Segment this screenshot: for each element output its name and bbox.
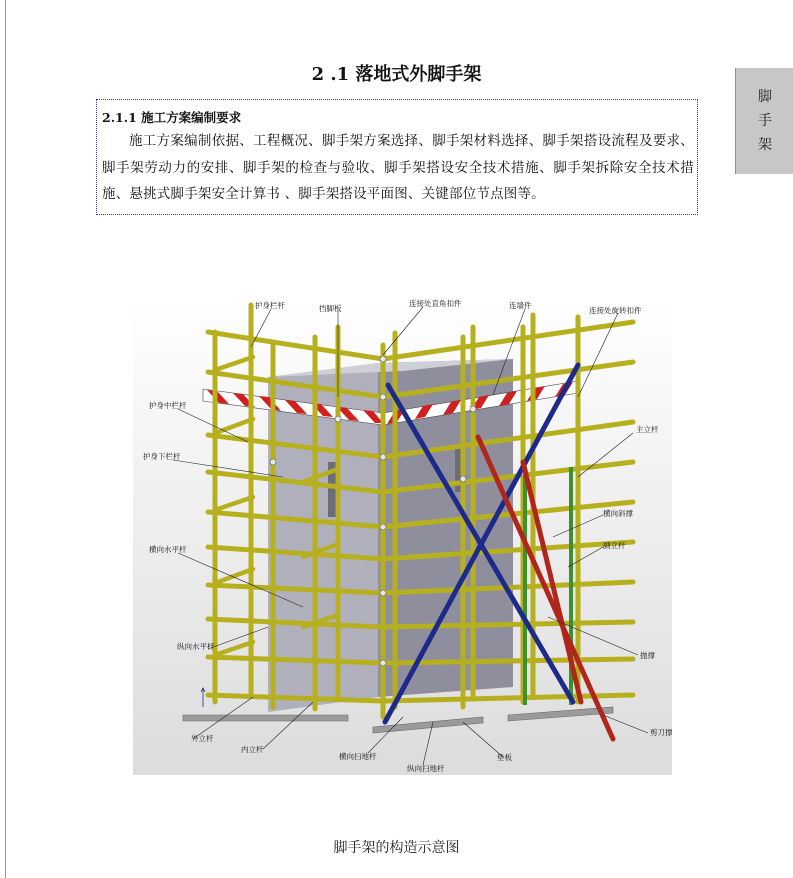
label-wall-tie: 连墙件 <box>509 301 532 310</box>
chapter-tab-char: 架 <box>758 137 772 153</box>
label-top-rail: 护身栏杆 <box>255 301 285 310</box>
label-mid-rail: 护身中栏杆 <box>149 401 187 410</box>
figure-caption: 脚手架的构造示意图 <box>333 840 460 856</box>
chapter-tab-char: 脚 <box>758 89 772 105</box>
label-base-plate: 垫板 <box>497 753 512 762</box>
requirements-box <box>96 99 698 215</box>
label-transverse-horizontal: 横向水平杆 <box>149 545 187 554</box>
label-outer-post: 外立杆 <box>191 734 214 743</box>
page-border <box>5 0 6 878</box>
label-transverse-brace: 横向斜撑 <box>603 509 633 518</box>
label-scissor-brace: 剪刀撑 <box>650 728 672 737</box>
label-inner-post: 内立杆 <box>241 745 264 754</box>
label-shore: 抛撑 <box>640 651 655 660</box>
section-title: 2 .1 落地式外脚手架 <box>311 64 482 85</box>
scaffold-illustration <box>133 297 672 775</box>
label-main-post: 主立杆 <box>636 425 659 434</box>
label-secondary-post: 副立杆 <box>603 541 626 550</box>
label-transverse-sweep: 横向扫地杆 <box>339 752 377 761</box>
label-longitudinal-horizontal: 纵向水平杆 <box>177 642 215 651</box>
label-right-angle-coupler: 连接处直角扣件 <box>409 299 462 308</box>
chapter-tab-char: 手 <box>758 113 772 129</box>
label-lower-rail: 护身下栏杆 <box>143 452 181 461</box>
scaffold-figure <box>133 297 672 775</box>
requirements-text: 施工方案编制依据、工程概况、脚手架方案选择、脚手架材料选择、脚手架搭设流程及要求、脚手架劳动力的安排、脚手架的检查与验收、脚手架搭设安全技术措施、脚手架拆除安全技术措施、悬挑式脚手架安全计算书 、脚手架搭设平面图、关键部位节点图等。 <box>102 133 694 202</box>
label-longitudinal-sweep: 纵向扫地杆 <box>407 764 445 773</box>
label-swivel-coupler: 连接处旋转扣件 <box>589 306 642 315</box>
requirements-heading: 2.1.1 施工方案编制要求 <box>102 110 242 125</box>
label-toe-board: 挡脚板 <box>319 304 342 313</box>
